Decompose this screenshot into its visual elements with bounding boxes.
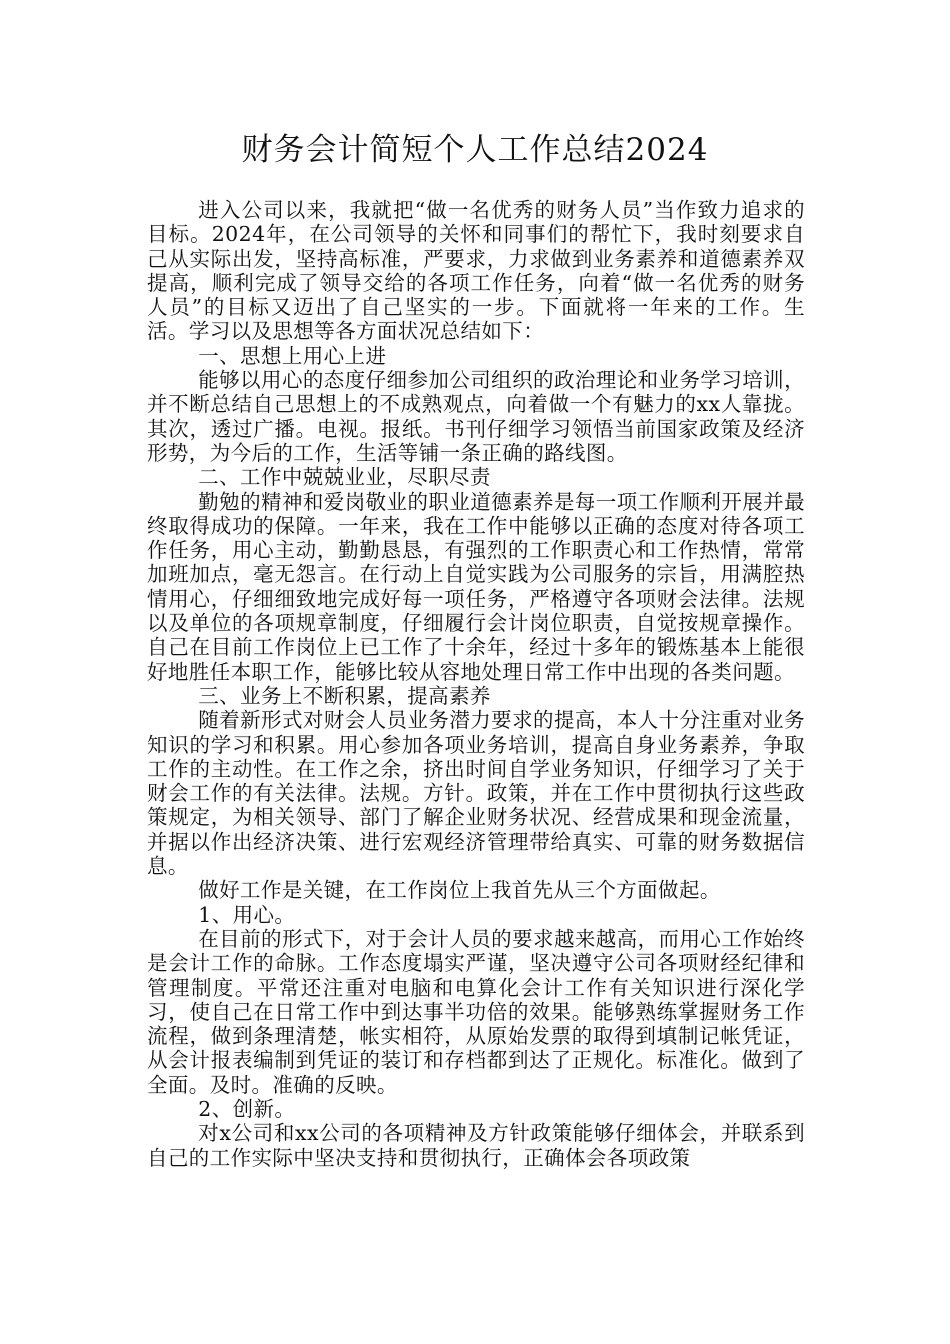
section-heading-3: 三、业务上不断积累，提高素养 [198,683,491,708]
section-heading-2: 二、工作中兢兢业业，尽职尽责 [198,465,491,490]
section-paragraph-3: 随着新形式对财会人员业务潜力要求的提高，本人十分注重对业务知识的学习和积累。用心参加各项业务培训，提高自身业务素养，争取工作的主动性。在工作之余，挤出时间自学业务知识，仔细学习了关于财会工作的有关法律。法规。方针。政策，并在工作中贯彻执行这些政策规定，为相关领导、部门了解企业财务状况、经营成果和现金流量，并据以作出经济决策、进行宏观经济管理带给真实、可靠的财务数据信息。 [147,708,805,879]
intro-paragraph: 进入公司以来，我就把“做一名优秀的财务人员”当作致力追求的目标。2024年，在公司领导的关怀和同事们的帮忙下，我时刻要求自己从实际出发，坚持高标准，严要求，力求做到业务素养和道德素养双提高，顺利完成了领导交给的各项工作任务，向着“做一名优秀的财务人员”的目标又迈出了自己坚实的一步。下面就将一年来的工作。生活。学习以及思想等各方面状况总结如下： [147,198,805,344]
summary-sentence: 做好工作是关键，在工作岗位上我首先从三个方面做起。 [198,878,721,903]
subsection-paragraph-1: 在目前的形式下，对于会计人员的要求越来越高，而用心工作始终是会计工作的命脉。工作态度塌实严谨，坚决遵守公司各项财经纪律和管理制度。平常还注重对电脑和电算化会计工作有关知识进行深化学习，使自己在日常工作中到达事半功倍的效果。能够熟练掌握财务工作流程，做到条理清楚，帐实相符，从原始发票的取得到填制记帐凭证，从会计报表编制到凭证的装订和存档都到达了正规化。标准化。做到了全面。及时。准确的反映。 [147,926,805,1097]
subheading-1: 1、用心。 [198,902,296,927]
document-title: 财务会计简短个人工作总结2024 [241,132,709,168]
subsection-paragraph-2: 对x公司和xx公司的各项精神及方针政策能够仔细体会，并联系到自己的工作实际中坚决支持和贯彻执行，正确体会各项政策 [147,1121,805,1170]
subheading-2: 2、创新。 [198,1096,296,1121]
document-body [147,198,805,1170]
section-heading-1: 一、思想上用心上进 [198,343,387,368]
section-paragraph-1: 能够以用心的态度仔细参加公司组织的政治理论和业务学习培训，并不断总结自己思想上的不成熟观点，向着做一个有魅力的xx人靠拢。其次，透过广播。电视。报纸。书刊仔细学习领悟当前国家政策及经济形势，为今后的工作，生活等铺一条正确的路线图。 [147,368,805,465]
section-paragraph-2: 勤勉的精神和爱岗敬业的职业道德素养是每一项工作顺利开展并最终取得成功的保障。一年来，我在工作中能够以正确的态度对待各项工作任务，用心主动，勤勤恳恳，有强烈的工作职责心和工作热情，常常加班加点，毫无怨言。在行动上自觉实践为公司服务的宗旨，用满腔热情用心，仔细细致地完成好每一项任务，严格遵守各项财会法律。法规以及单位的各项规章制度，仔细履行会计岗位职责，自觉按规章操作。自己在目前工作岗位上已工作了十余年，经过十多年的锻炼基本上能很好地胜任本职工作，能够比较从容地处理日常工作中出现的各类问题。 [147,489,805,684]
